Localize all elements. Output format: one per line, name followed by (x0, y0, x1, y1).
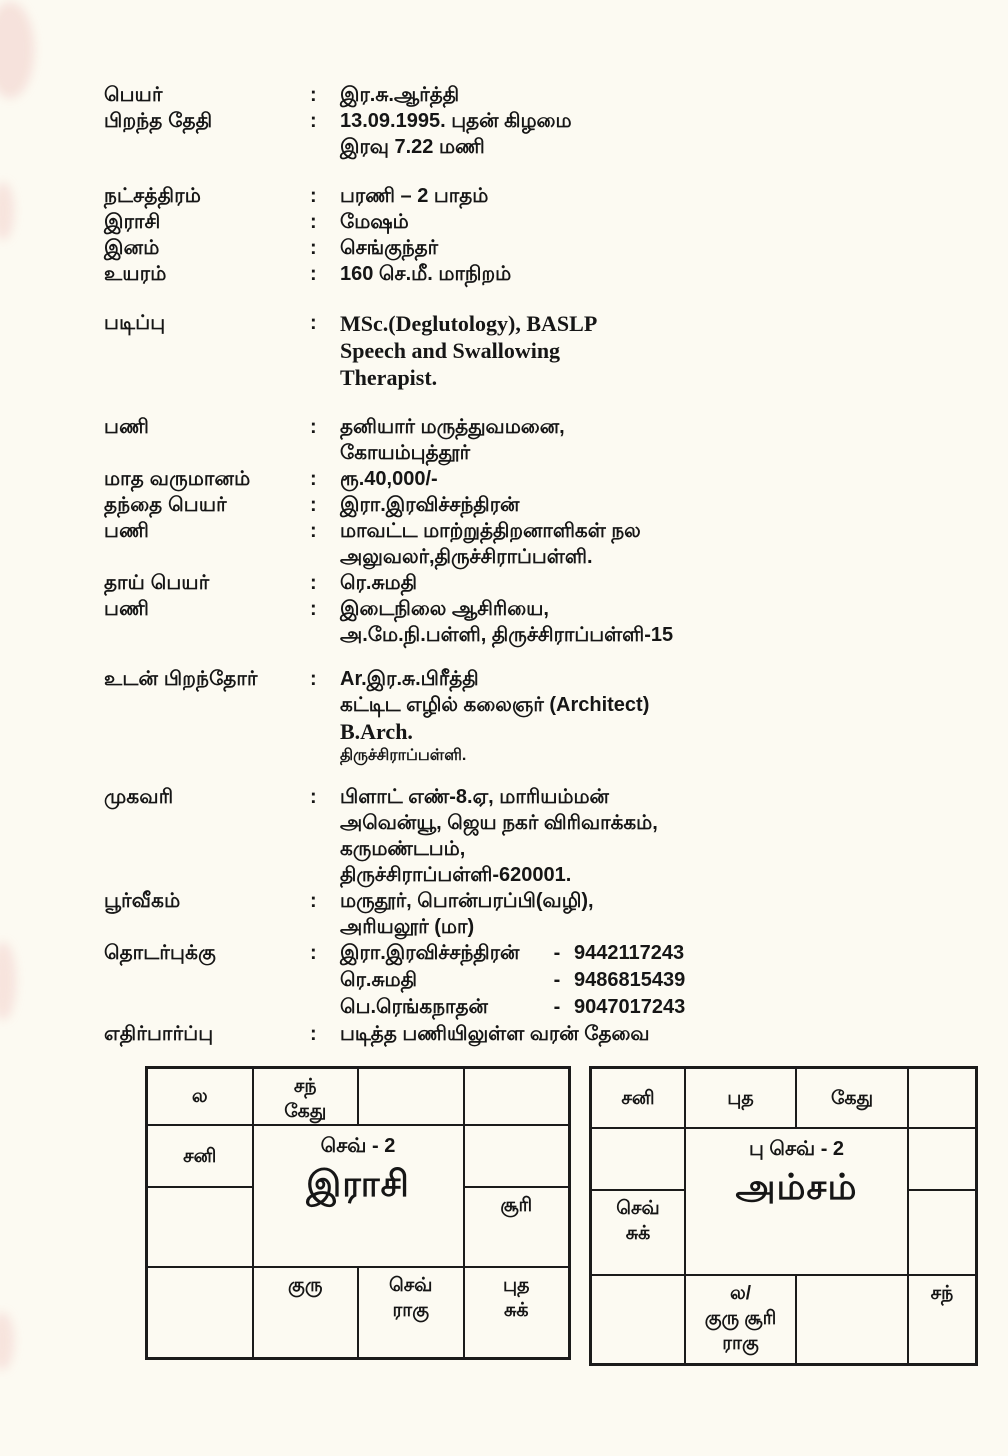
value-line: திருச்சிராப்பள்ளி. (340, 747, 467, 764)
biodata-fields (104, 82, 924, 1047)
contact-dash: - (553, 996, 561, 1018)
field-value (340, 492, 924, 518)
contact-number: 9442117243 (574, 942, 685, 964)
field-label: தந்தை பெயர் (104, 494, 227, 516)
field-value (340, 940, 924, 1021)
value-line: அவென்யூ, ஜெய நகர் விரிவாக்கம், (340, 812, 658, 834)
section-gap (104, 648, 924, 666)
value-line: Speech and Swallowing (340, 338, 561, 363)
field-label: இனம் (104, 237, 160, 259)
field-colon: : (310, 185, 317, 207)
value-line: மருதூர், பொன்பரப்பி(வழி), (340, 890, 594, 912)
field-colon: : (310, 1023, 317, 1045)
field-colon: : (310, 416, 317, 438)
value-line: மேஷம் (340, 211, 409, 233)
value-line: இரா.இரவிச்சந்திரன் (340, 494, 520, 516)
chart-cell-empty (147, 1187, 253, 1267)
chart-cell (147, 1068, 253, 1125)
field-row-sibling (104, 666, 924, 766)
section-gap (104, 391, 924, 414)
section-gap (104, 287, 924, 310)
chart-cell (908, 1275, 976, 1364)
field-label: நட்சத்திரம் (104, 185, 202, 207)
planet-label: ல (191, 1086, 208, 1107)
contact-number: 9486815439 (574, 969, 686, 991)
planet-label: செவ் (616, 1198, 660, 1219)
value-line: மாவட்ட மாற்றுத்திறனாளிகள் நல (340, 520, 641, 542)
chart-cell (464, 1267, 570, 1358)
planet-label: சந் (930, 1283, 954, 1304)
chart-center-note: பு செவ் - 2 (748, 1138, 845, 1160)
chart-cell-empty (591, 1275, 685, 1364)
chart-cell (796, 1068, 908, 1128)
chart-cell (253, 1068, 359, 1125)
field-row-education (104, 310, 924, 391)
field-row-mother-job (104, 596, 924, 648)
field-label: தொடர்புக்கு (104, 942, 216, 964)
field-colon: : (310, 494, 317, 516)
chart-title: அம்சம் (735, 1166, 858, 1207)
field-label: இராசி (104, 211, 161, 233)
planet-label: செவ் (389, 1275, 433, 1296)
value-line: Therapist. (340, 365, 438, 390)
chart-cell-empty (147, 1267, 253, 1358)
planet-label: ராகு (392, 1300, 429, 1321)
value-line: 160 செ.மீ. மாநிறம் (340, 263, 512, 285)
field-row-father-name (104, 492, 924, 518)
value-line: அ.மே.நி.பள்ளி, திருச்சிராப்பள்ளி-15 (340, 624, 674, 646)
value-line: ரூ.40,000/- (340, 468, 438, 490)
field-colon: : (310, 468, 317, 490)
field-value (340, 261, 924, 287)
field-colon: : (310, 890, 317, 912)
field-row-expectation (104, 1021, 924, 1047)
value-line: இர.சு.ஆர்த்தி (340, 84, 460, 106)
field-label: பெயர் (104, 84, 163, 106)
contact-number: 9047017243 (574, 996, 686, 1018)
amsam-chart (589, 1066, 978, 1366)
value-line: திருச்சிராப்பள்ளி-620001. (340, 864, 572, 886)
field-row-rasi (104, 209, 924, 235)
value-line: கருமண்டபம், (340, 838, 466, 860)
scan-smudge (0, 2, 34, 98)
field-value (340, 666, 924, 766)
value-line: செங்குந்தர் (340, 237, 439, 259)
contact-row (340, 967, 924, 994)
field-value (340, 518, 924, 570)
contact-row (340, 994, 924, 1021)
chart-cell (591, 1190, 685, 1275)
planet-label: கேது (284, 1101, 327, 1122)
field-label: எதிர்பார்ப்பு (104, 1023, 214, 1045)
field-value (340, 570, 924, 596)
field-value (340, 108, 924, 160)
planet-label: சனி (183, 1145, 217, 1167)
value-line: அரியலூர் (மா) (340, 916, 475, 938)
field-value (340, 596, 924, 648)
value-line: பரணி – 2 பாதம் (340, 185, 489, 207)
chart-cell (685, 1275, 796, 1364)
field-row-height (104, 261, 924, 287)
field-value (340, 82, 924, 108)
field-row-native (104, 888, 924, 940)
field-row-mother-name (104, 570, 924, 596)
planet-label: புத (502, 1275, 530, 1296)
field-row-name (104, 82, 924, 108)
contact-dash: - (553, 969, 561, 991)
field-label: மாத வருமானம் (104, 468, 251, 490)
value-line: Ar.இர.சு.பிரீத்தி (340, 668, 479, 690)
chart-cell-empty (464, 1125, 570, 1187)
field-colon: : (310, 942, 317, 964)
chart-cell (591, 1068, 685, 1128)
field-label: படிப்பு (104, 312, 166, 334)
chart-center-note: செவ் - 2 (320, 1135, 396, 1157)
field-colon: : (310, 84, 317, 106)
chart-cell-empty (358, 1068, 464, 1125)
value-line: B.Arch. (340, 719, 413, 744)
field-value (340, 235, 924, 261)
contact-name: பெ.ரெங்கநாதன் (340, 996, 488, 1018)
contact-name: இரா.இரவிச்சந்திரன் (340, 942, 520, 964)
field-colon: : (310, 237, 317, 259)
field-colon: : (310, 312, 317, 334)
field-colon: : (310, 110, 317, 132)
field-colon: : (310, 211, 317, 233)
field-colon: : (310, 598, 317, 620)
value-line: MSc.(Deglutology), BASLP (340, 311, 598, 336)
field-row-income (104, 466, 924, 492)
field-row-father-job (104, 518, 924, 570)
field-row-job (104, 414, 924, 466)
value-line: இடைநிலை ஆசிரியை, (340, 598, 549, 620)
field-label: தாய் பெயர் (104, 572, 210, 594)
field-row-community (104, 235, 924, 261)
value-line: பிளாட் எண்-8.ஏ, மாரியம்மன் (340, 786, 609, 808)
chart-cell (464, 1187, 570, 1267)
planet-label: ராகு (722, 1333, 759, 1354)
field-label: உயரம் (104, 263, 167, 285)
field-row-address (104, 784, 924, 888)
contact-row (340, 940, 924, 967)
field-value (340, 466, 924, 492)
planet-label: சந் (293, 1076, 317, 1097)
section-gap (104, 160, 924, 183)
field-colon: : (310, 520, 317, 542)
value-line: இரவு 7.22 மணி (340, 136, 485, 158)
planet-label: கேது (830, 1087, 874, 1109)
value-line: 13.09.1995. புதன் கிழமை (340, 110, 572, 132)
scan-smudge (0, 182, 14, 240)
value-line: ரெ.சுமதி (340, 572, 417, 594)
planet-label: சுக் (625, 1223, 651, 1244)
contact-name: ரெ.சுமதி (340, 969, 417, 991)
value-line: தனியார் மருத்துவமனை, (340, 416, 565, 438)
chart-cell-empty (908, 1190, 976, 1275)
field-row-contact (104, 940, 924, 1021)
planet-label: சனி (621, 1087, 655, 1109)
chart-center-cell (685, 1128, 908, 1275)
field-colon: : (310, 263, 317, 285)
field-label: உடன் பிறந்தோர் (104, 668, 258, 690)
planet-label: குரு (288, 1275, 323, 1296)
field-row-dob (104, 108, 924, 160)
chart-cell (147, 1125, 253, 1187)
field-colon: : (310, 786, 317, 808)
rasi-chart (145, 1066, 571, 1360)
chart-cell-empty (464, 1068, 570, 1125)
field-colon: : (310, 668, 317, 690)
planet-label: புத (727, 1087, 754, 1109)
field-label: பணி (104, 598, 150, 620)
scan-smudge (0, 942, 16, 1020)
section-gap (104, 766, 924, 784)
value-line: படித்த பணியிலுள்ள வரன் தேவை (340, 1023, 650, 1045)
chart-cell-empty (796, 1275, 908, 1364)
chart-cell-empty (908, 1068, 976, 1128)
field-label: முகவரி (104, 786, 174, 808)
field-label: பணி (104, 520, 150, 542)
planet-label: சுக் (503, 1300, 529, 1321)
field-value (340, 183, 924, 209)
horoscope-charts (145, 1066, 978, 1366)
chart-cell (253, 1267, 359, 1358)
field-label: பூர்வீகம் (104, 890, 181, 912)
field-value (340, 1021, 924, 1047)
field-value (340, 209, 924, 235)
field-label: பிறந்த தேதி (104, 110, 213, 132)
value-line: அலுவலர்,திருச்சிராப்பள்ளி. (340, 546, 593, 568)
field-colon: : (310, 572, 317, 594)
chart-cell-empty (908, 1128, 976, 1190)
field-row-star (104, 183, 924, 209)
field-value (340, 414, 924, 466)
field-value (340, 888, 924, 940)
chart-title: இராசி (306, 1163, 410, 1204)
field-label: பணி (104, 416, 150, 438)
value-line: கட்டிட எழில் கலைஞர் (Architect) (340, 694, 650, 716)
field-value (340, 784, 924, 888)
scan-smudge (0, 1312, 14, 1370)
chart-cell-empty (591, 1128, 685, 1190)
chart-center-cell (253, 1125, 464, 1267)
planet-label: சூரி (500, 1195, 533, 1216)
planet-label: ல/ (729, 1283, 752, 1304)
chart-cell (358, 1267, 464, 1358)
contact-dash: - (553, 942, 561, 964)
field-value (340, 310, 924, 391)
value-line: கோயம்புத்தூர் (340, 442, 471, 464)
chart-cell (685, 1068, 796, 1128)
planet-label: குரு சூரி (704, 1308, 777, 1329)
